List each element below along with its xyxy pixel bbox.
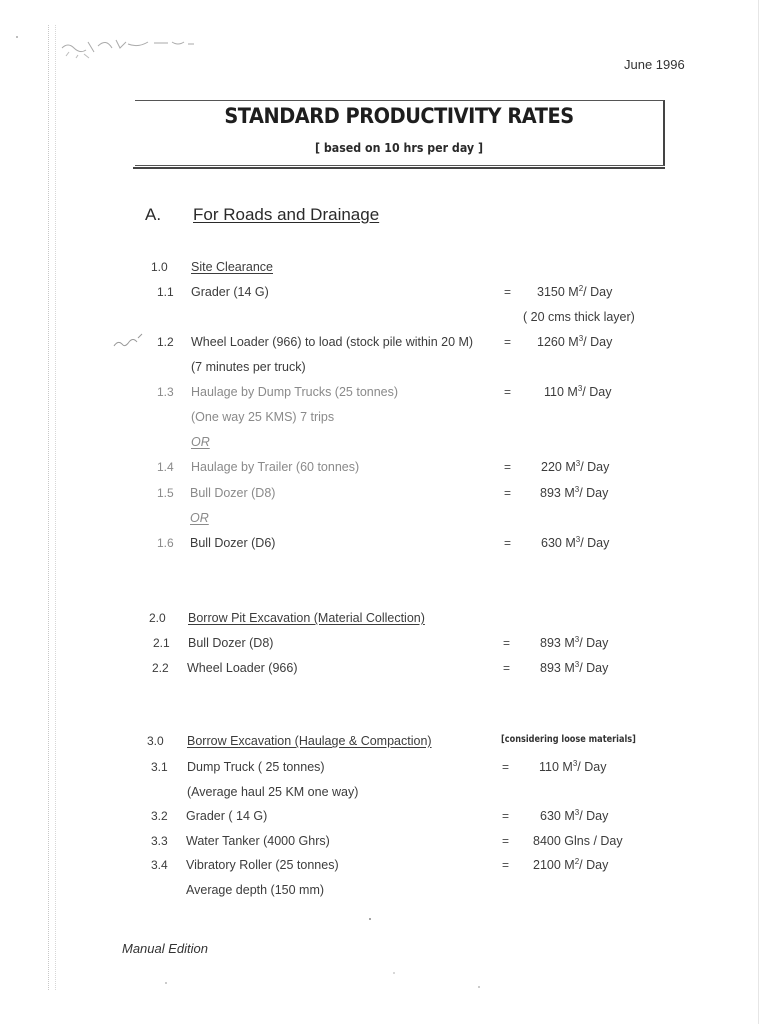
item-description: Bull Dozer (D6) (190, 536, 276, 550)
group-number: 1.0 (151, 260, 168, 274)
equals-sign: = (502, 834, 510, 848)
section-letter: A. (145, 205, 162, 224)
item-note: ( 20 cms thick layer) (523, 310, 635, 324)
equals-sign: = (504, 385, 512, 399)
item-description: Haulage by Dump Trucks (25 tonnes) (191, 385, 399, 399)
item-description: Grader (14 G) (191, 285, 269, 299)
rate-value: 1260 $M^3/$ Day (537, 333, 613, 349)
scan-speck (165, 982, 167, 984)
item-detail: (Average haul 25 KM one way) (187, 785, 359, 799)
item-number: 2.2 (152, 661, 169, 675)
scan-speck (478, 986, 480, 988)
rate-value: 2100 $M^2/$ Day (533, 856, 609, 872)
item-description: Bull Dozer (D8) (190, 486, 276, 500)
document-title: STANDARD PRODUCTIVITY RATES (224, 104, 574, 128)
equals-sign: = (504, 486, 512, 500)
rate-value: 630 $M^3/$ Day (540, 807, 609, 823)
group-number: 3.0 (147, 734, 164, 748)
equals-sign: = (503, 661, 511, 675)
rate-value: 110 $M^3/$ Day (544, 383, 612, 399)
equals-sign: = (504, 335, 512, 349)
item-number: 3.2 (151, 809, 168, 823)
scan-left-edge (48, 25, 56, 990)
item-detail: Average depth (150 mm) (186, 883, 325, 897)
group-heading: Borrow Pit Excavation (Material Collection) (188, 611, 425, 625)
or-separator: OR (190, 511, 209, 525)
rate-value: 220 $M^3/$ Day (541, 458, 610, 474)
document-subtitle: [ based on 10 hrs per day ] (314, 141, 484, 155)
item-number: 1.3 (157, 385, 174, 399)
document-date: June 1996 (624, 57, 685, 72)
section-title: For Roads and Drainage (193, 205, 380, 224)
group-number: 2.0 (149, 611, 166, 625)
footer-edition: Manual Edition (122, 941, 208, 956)
scan-speck (393, 972, 395, 974)
item-number: 3.3 (151, 834, 168, 848)
item-number: 1.1 (157, 285, 174, 299)
item-number: 1.2 (157, 335, 174, 349)
equals-sign: = (502, 858, 510, 872)
group-note: [considering loose materials] (501, 734, 636, 745)
item-description: Wheel Loader (966) (187, 661, 298, 675)
group-heading: Borrow Excavation (Haulage & Compaction) (187, 734, 432, 748)
scan-smudge (58, 34, 198, 64)
item-number: 3.4 (151, 858, 168, 872)
item-number: 1.5 (157, 486, 174, 500)
item-description: Dump Truck ( 25 tonnes) (187, 760, 325, 774)
rate-value: 630 $M^3/$ Day (541, 534, 610, 550)
group-heading: Site Clearance (191, 260, 273, 274)
rate-value: 8400 Glns / Day (533, 834, 623, 848)
or-separator: OR (191, 435, 210, 449)
equals-sign: = (504, 285, 512, 299)
title-box-base-line (133, 167, 665, 169)
equals-sign: = (504, 460, 512, 474)
scan-speck (369, 918, 371, 920)
equals-sign: = (502, 809, 510, 823)
margin-scribble (112, 332, 146, 354)
item-description: Water Tanker (4000 Ghrs) (186, 834, 330, 848)
rate-value: 893 $M^3/$ Day (540, 634, 609, 650)
rate-value: 893 $M^3/$ Day (540, 659, 609, 675)
equals-sign: = (502, 760, 510, 774)
equals-sign: = (504, 536, 512, 550)
item-description: Haulage by Trailer (60 tonnes) (191, 460, 360, 474)
scan-right-edge (758, 0, 759, 1024)
item-description: Bull Dozer (D8) (188, 636, 274, 650)
item-number: 2.1 (153, 636, 170, 650)
item-number: 1.6 (157, 536, 174, 550)
scan-speck (16, 36, 18, 38)
item-detail: (7 minutes per truck) (191, 360, 306, 374)
item-description: Grader ( 14 G) (186, 809, 268, 823)
item-description: Vibratory Roller (25 tonnes) (186, 858, 339, 872)
item-number: 3.1 (151, 760, 168, 774)
item-number: 1.4 (157, 460, 174, 474)
rate-value: 110 $M^3/$ Day (539, 758, 607, 774)
equals-sign: = (503, 636, 511, 650)
rate-value: 3150 $M^2/$ Day (537, 283, 613, 299)
item-description: Wheel Loader (966) to load (stock pile within 20 M) (191, 335, 474, 349)
rate-value: 893 $M^3/$ Day (540, 484, 609, 500)
item-detail: (One way 25 KMS) 7 trips (191, 410, 335, 424)
